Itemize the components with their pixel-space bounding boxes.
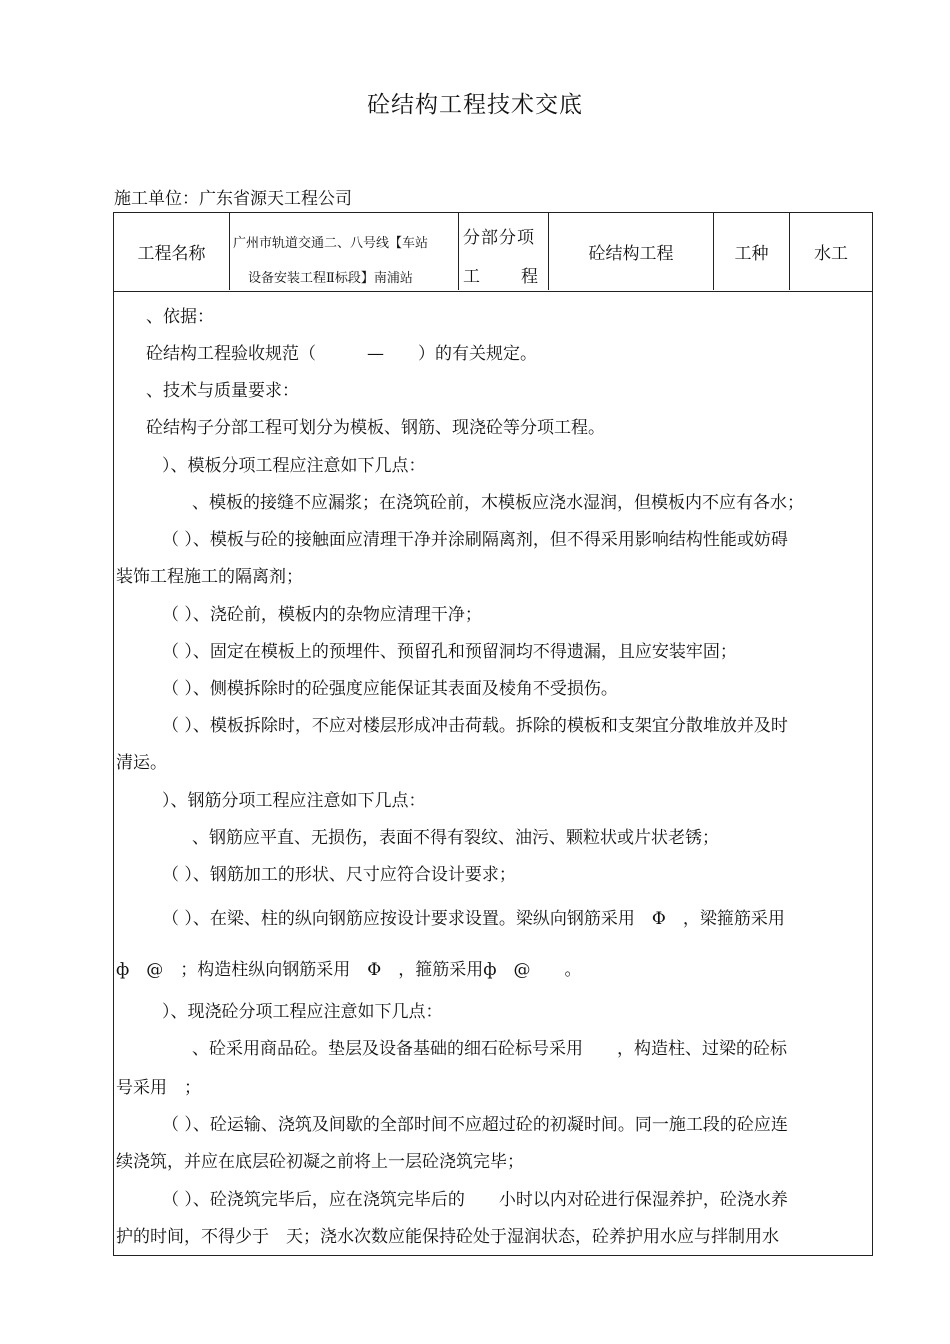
body-line: （ ）、侧模拆除时的砼强度应能保证其表面及棱角不受损伤。 [162,679,618,699]
subdivision-label [459,213,549,290]
body-line: ）、现浇砼分项工程应注意如下几点： [162,1002,443,1022]
body-line: 砼结构子分部工程可划分为模板、钢筋、现浇砼等分项工程。 [146,418,605,438]
body-line: 清运。 [116,753,167,773]
trade-value: 水工 [814,244,848,264]
body-line: （ ）、砼浇筑完毕后，应在浇筑完毕后的 小时以内对砼进行保湿养护，砼浇水养 [162,1190,788,1210]
subdivision-label-line-1: 分部分项 [463,228,535,248]
table-header-row [114,213,872,292]
body-line: （ ）、模板与砼的接触面应清理干净并涂刷隔离剂，但不得采用影响结构性能或妨碍 [162,530,788,550]
project-name-label: 工程名称 [114,213,230,290]
project-name-line-1: 广州市轨道交通二、八号线【车站 [233,236,429,251]
body-line: 号采用 ； [116,1078,201,1098]
body-line: ф @ ；构造柱纵向钢筋采用 Φ ，箍筋采用ф @ 。 [116,960,582,980]
project-name-value [230,213,459,290]
body-line: （ ）、浇砼前，模板内的杂物应清理干净； [162,605,482,625]
subdivision-value: 砼结构工程 [549,213,714,290]
body-line: 、砼采用商品砼。垫层及设备基础的细石砼标号采用 ，构造柱、过梁的砼标 [192,1039,787,1059]
body-line: （ ）、钢筋加工的形状、尺寸应符合设计要求； [162,865,516,885]
body-line: 装饰工程施工的隔离剂； [116,567,303,587]
trade-label: 工种 [714,213,790,290]
project-name-line-2: 设备安装工程Ⅱ标段】南浦站 [248,271,413,286]
body-line: 、模板的接缝不应漏浆；在浇筑砼前，木模板应浇水湿润，但模板内不应有各水； [192,493,804,513]
body-line: 、钢筋应平直、无损伤，表面不得有裂纹、油污、颗粒状或片状老锈； [192,828,719,848]
body-line: （ ）、在梁、柱的纵向钢筋应按设计要求设置。梁纵向钢筋采用 Φ ，梁箍筋采用 [162,909,785,929]
construction-unit-line: 施工单位：广东省源天工程公司 [114,189,352,209]
body-line: 、依据： [146,307,214,327]
subdivision-label-char-1: 工 [463,267,480,287]
body-line: 、技术与质量要求： [146,381,299,401]
body-line: ）、钢筋分项工程应注意如下几点： [162,791,426,811]
body-line: （ ）、模板拆除时，不应对楼层形成冲击荷载。拆除的模板和支架宜分散堆放并及时 [162,716,788,736]
body-line: （ ）、砼运输、浇筑及间歇的全部时间不应超过砼的初凝时间。同一施工段的砼应连 [162,1115,788,1135]
body-line: 续浇筑，并应在底层砼初凝之前将上一层砼浇筑完毕； [116,1152,524,1172]
disclosure-table [113,212,873,1256]
subdivision-label-char-2: 程 [521,267,538,287]
document-title: 砼结构工程技术交底 [367,92,583,118]
body-line: 护的时间，不得少于 天；浇水次数应能保持砼处于湿润状态，砼养护用水应与拌制用水 [116,1227,779,1247]
body-line: （ ）、固定在模板上的预埋件、预留孔和预留洞均不得遗漏，且应安装牢固； [162,642,737,662]
body-line: ）、模板分项工程应注意如下几点： [162,456,426,476]
body-line: 砼结构工程验收规范（ — ）的有关规定。 [146,344,537,364]
